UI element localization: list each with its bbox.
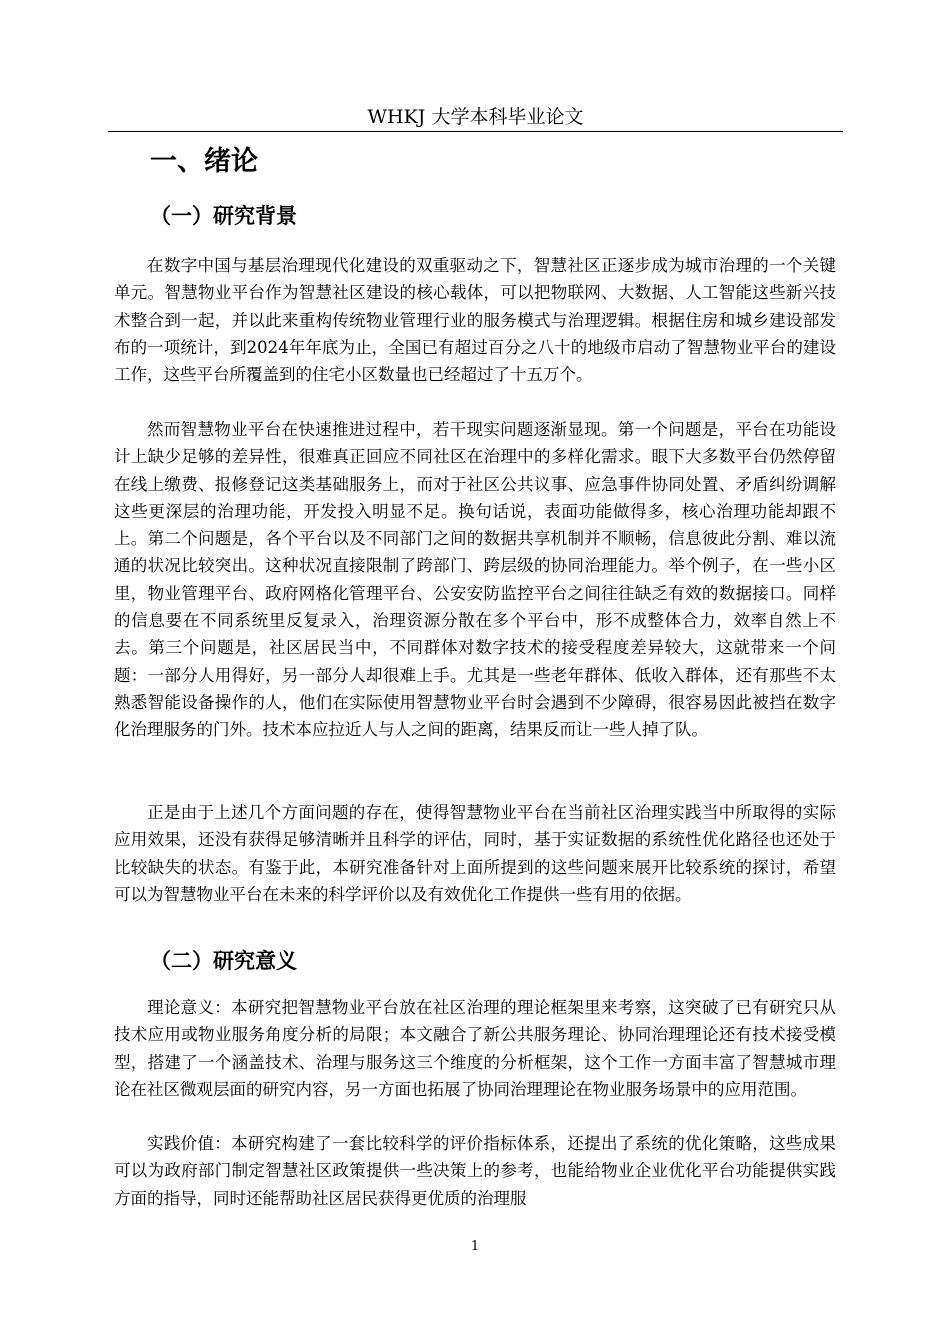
page-number: 1 — [470, 1239, 480, 1254]
body-paragraph: 正是由于上述几个方面问题的存在，使得智慧物业平台在当前社区治理实践当中所取得的实际应用效果，还没有获得足够清晰并且科学的评估，同时，基于实证数据的系统性优化路径也还处于比较缺失的状态。有鉴于此，本研究准备针对上面所提到的这些问题来展开比较系统的探讨，希望可以为智慧物业平台在未来的科学评价以及有效优化工作提供一些有用的依据。 — [114, 803, 836, 904]
body-paragraph: 理论意义：本研究把智慧物业平台放在社区治理的理论框架里来考察，这突破了已有研究只从技术应用或物业服务角度分析的局限；本文融合了新公共服务理论、协同治理理论还有技术接受模型，搭建了一个涵盖技术、治理与服务这三个维度的分析框架，这个工作一方面丰富了智慧城市理论在社区微观层面的研究内容，另一方面也拓展了协同治理理论在物业服务场景中的应用范围。 — [114, 998, 836, 1099]
body-paragraph: 然而智慧物业平台在快速推进过程中，若干现实问题逐渐显现。第一个问题是，平台在功能设计上缺少足够的差异性，很难真正回应不同社区在治理中的多样化需求。眼下大多数平台仍然停留在线上缴费、报修登记这类基础服务上，而对于社区公共议事、应急事件协同处置、矛盾纠纷调解这些更深层的治理功能，开发投入明显不足。换句话说，表面功能做得多，核心治理功能却跟不上。第二个问题是，各个平台以及不同部门之间的数据共享机制并不顺畅，信息彼此分割、难以流通的状况比较突出。这种状况直接限制了跨部门、跨层级的协同治理能力。举个例子，在一些小区里，物业管理平台、政府网格化管理平台、公安安防监控平台之间往往缺乏有效的数据接口。同样的信息要在不同系统里反复录入，治理资源分散在多个平台中，形不成整体合力，效率自然上不去。第三个问题是，社区居民当中，不同群体对数字技术的接受程度差异较大，这就带来一个问题：一部分人用得好，另一部分人却很难上手。尤其是一些老年群体、低收入群体，还有那些不太熟悉智能设备操作的人，他们在实际使用智慧物业平台时会遇到不少障碍，很容易因此被挡在数字化治理服务的门外。技术本应拉近人与人之间的距离，结果反而让一些人掉了队。 — [114, 420, 836, 740]
header-divider — [108, 131, 843, 132]
chapter-title: 一、绪论 — [150, 146, 258, 177]
body-paragraph: 实践价值：本研究构建了一套比较科学的评价指标体系，还提出了系统的优化策略，这些成果可以为政府部门制定智慧社区政策提供一些决策上的参考，也能给物业企业优化平台功能提供实践方面的指导，同时还能帮助社区居民获得更优质的治理服 — [114, 1134, 836, 1208]
section-heading-significance: （二）研究意义 — [150, 949, 297, 973]
body-paragraph: 在数字中国与基层治理现代化建设的双重驱动之下，智慧社区正逐步成为城市治理的一个关键单元。智慧物业平台作为智慧社区建设的核心载体，可以把物联网、大数据、人工智能这些新兴技术整合到一起，并以此来重构传统物业管理行业的服务模式与治理逻辑。根据住房和城乡建设部发布的一项统计，到2024年年底为止，全国已有超过百分之八十的地级市启动了智慧物业平台的建设工作，这些平台所覆盖到的住宅小区数量也已经超过了十五万个。 — [114, 256, 836, 385]
page-header-title: WHKJ 大学本科毕业论文 — [367, 106, 584, 128]
section-heading-background: （一）研究背景 — [150, 204, 297, 228]
